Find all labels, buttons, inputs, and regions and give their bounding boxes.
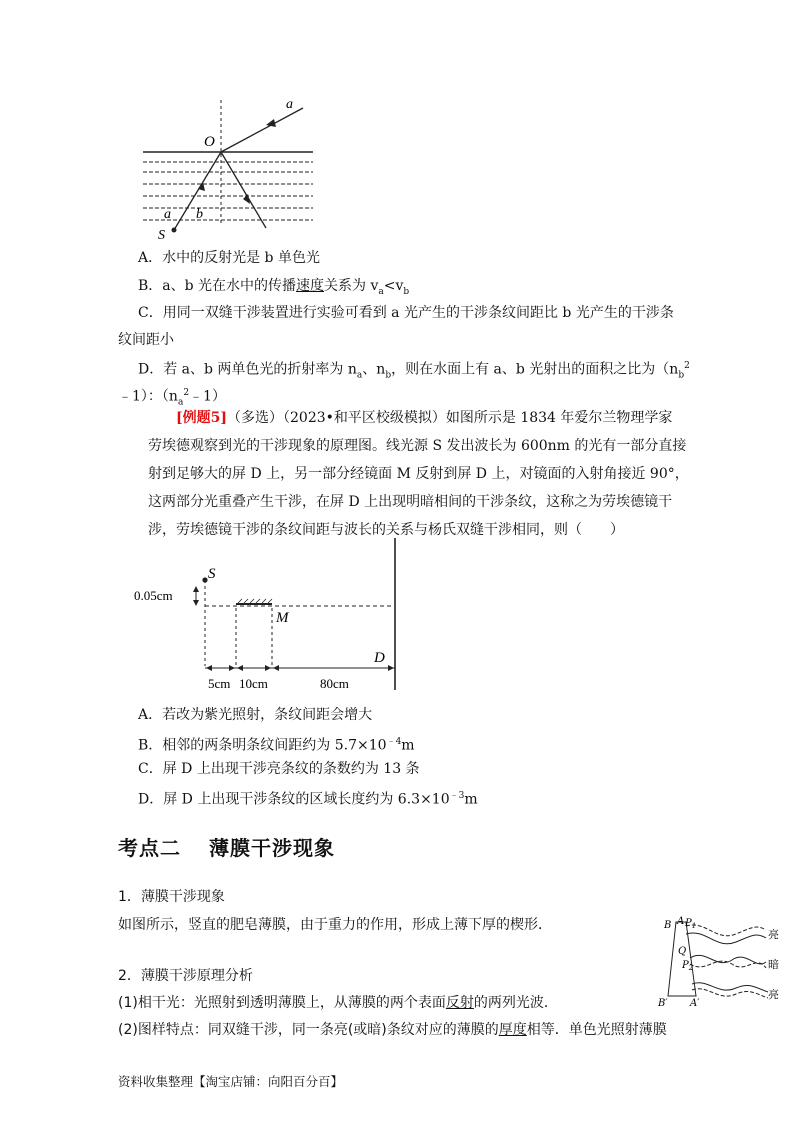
- label-a-out: a: [286, 97, 293, 112]
- label-dark: 暗: [768, 958, 779, 971]
- subsection-1: 1．薄膜干涉现象: [118, 889, 225, 905]
- label-10cm: 10cm: [239, 676, 268, 691]
- point-1: (1)相干光：光照射到透明薄膜上，从薄膜的两个表面反射的两列光波．: [118, 995, 558, 1011]
- option-B: B．a、b 光在水中的传播速度关系为 $v_a<v_b$: [138, 278, 410, 297]
- source-dot: [172, 228, 177, 233]
- label-O: O: [204, 134, 215, 150]
- label-height: 0.05cm: [134, 588, 173, 603]
- label-S: S: [158, 228, 165, 243]
- option-D-line1: D．若 a、b 两单色光的折射率为 $n_a$、$n_b$，则在水面上有 a、b 光射出的面积之比为（$n_b^2$: [138, 361, 690, 381]
- arrow-icon: [229, 665, 235, 671]
- label-A: A: [677, 916, 685, 927]
- label-bright-1: 亮: [768, 928, 779, 941]
- subsection-2: 2．薄膜干涉原理分析: [118, 968, 253, 984]
- label-b: b: [196, 207, 203, 222]
- example5-line2: 劳埃德观察到光的干涉现象的原理图。线光源 S 发出波长为 600nm 的光有一部分直接: [148, 438, 687, 454]
- label-S: S: [208, 566, 216, 582]
- wave-top: [686, 925, 766, 936]
- arrow-icon: [237, 665, 243, 671]
- q5-option-D: D．屏 D 上出现干涉条纹的区域长度约为 $6.3\times 10^{﹣3}m$: [138, 791, 478, 808]
- arrow-icon: [193, 600, 199, 606]
- thin-film-figure: [656, 912, 786, 1012]
- arrow-icon: [273, 665, 279, 671]
- reflected-ray: [221, 152, 266, 228]
- label-a-in: a: [164, 207, 171, 222]
- arrow-icon: [206, 665, 212, 671]
- arrow-icon: [266, 119, 276, 127]
- source-S-dot: [202, 577, 207, 582]
- label-B: B: [664, 920, 672, 931]
- option-A: A．水中的反射光是 b 单色光: [138, 250, 320, 266]
- wave-top-2: [686, 933, 766, 944]
- point-2: (2)图样特点：同双缝干涉，同一条亮(或暗)条纹对应的薄膜的厚度相等．单色光照射薄膜: [118, 1022, 667, 1038]
- q5-option-B: B．相邻的两条明条纹间距约为 $5.7\times 10^{﹣4}m$: [138, 737, 415, 754]
- label-P1: $P_1$: [685, 918, 697, 930]
- example5-line4: 这两部分光重叠产生干涉，在屏 D 上出现明暗相间的干涉条纹，这称之为劳埃德镜干: [148, 494, 673, 510]
- label-P2: $P_2$: [682, 960, 694, 972]
- wave-bottom: [692, 983, 768, 992]
- label-D: D: [374, 650, 385, 666]
- lloyd-mirror-figure: [130, 536, 410, 696]
- option-C-line2: 纹间距小: [118, 332, 174, 348]
- option-D-line2: ﹣1）：$(n_a^2﹣1)$: [118, 388, 226, 408]
- q5-option-A: A．若改为紫光照射，条纹间距会增大: [138, 707, 373, 723]
- option-C-line1: C．用同一双缝干涉装置进行实验可看到 a 光产生的干涉条纹间距比 b 光产生的干涉条: [138, 305, 674, 321]
- wave-mid: [690, 955, 766, 964]
- refracted-ray-a: [221, 108, 303, 152]
- example-tag: [例题5]: [176, 410, 227, 426]
- example5-line5: 涉，劳埃德镜干涉的条纹间距与波长的关系与杨氏双缝干涉相同，则（ ）: [148, 522, 624, 538]
- label-M: M: [276, 610, 289, 626]
- label-A-prime: A′: [690, 998, 700, 1009]
- footer: 资料收集整理【淘宝店铺：向阳百分百】: [118, 1074, 344, 1089]
- refraction-figure: [138, 96, 318, 244]
- mirror-hatching: [238, 599, 272, 603]
- arrow-icon: [193, 586, 199, 592]
- label-bright-2: 亮: [768, 988, 779, 1001]
- arrow-icon: [388, 665, 394, 671]
- label-B-prime: B′: [658, 998, 668, 1009]
- section-title: 考点二 薄膜干涉现象: [118, 836, 335, 860]
- label-5cm: 5cm: [208, 676, 231, 691]
- label-Q: Q: [678, 946, 687, 957]
- example5-line1: [例题5]（多选）（2023•和平区校级模拟）如图所示是 1834 年爱尔兰物理学家: [176, 410, 673, 426]
- arrow-icon: [265, 665, 271, 671]
- label-80cm: 80cm: [320, 676, 349, 691]
- example5-line3: 射到足够大的屏 D 上，另一部分经镜面 M 反射到屏 D 上，对镜面的入射角接近 90°，: [148, 466, 689, 482]
- subsection-1-text: 如图所示，竖直的肥皂薄膜，由于重力的作用，形成上薄下厚的楔形．: [118, 917, 552, 933]
- q5-option-C: C．屏 D 上出现干涉亮条纹的条数约为 13 条: [138, 761, 420, 777]
